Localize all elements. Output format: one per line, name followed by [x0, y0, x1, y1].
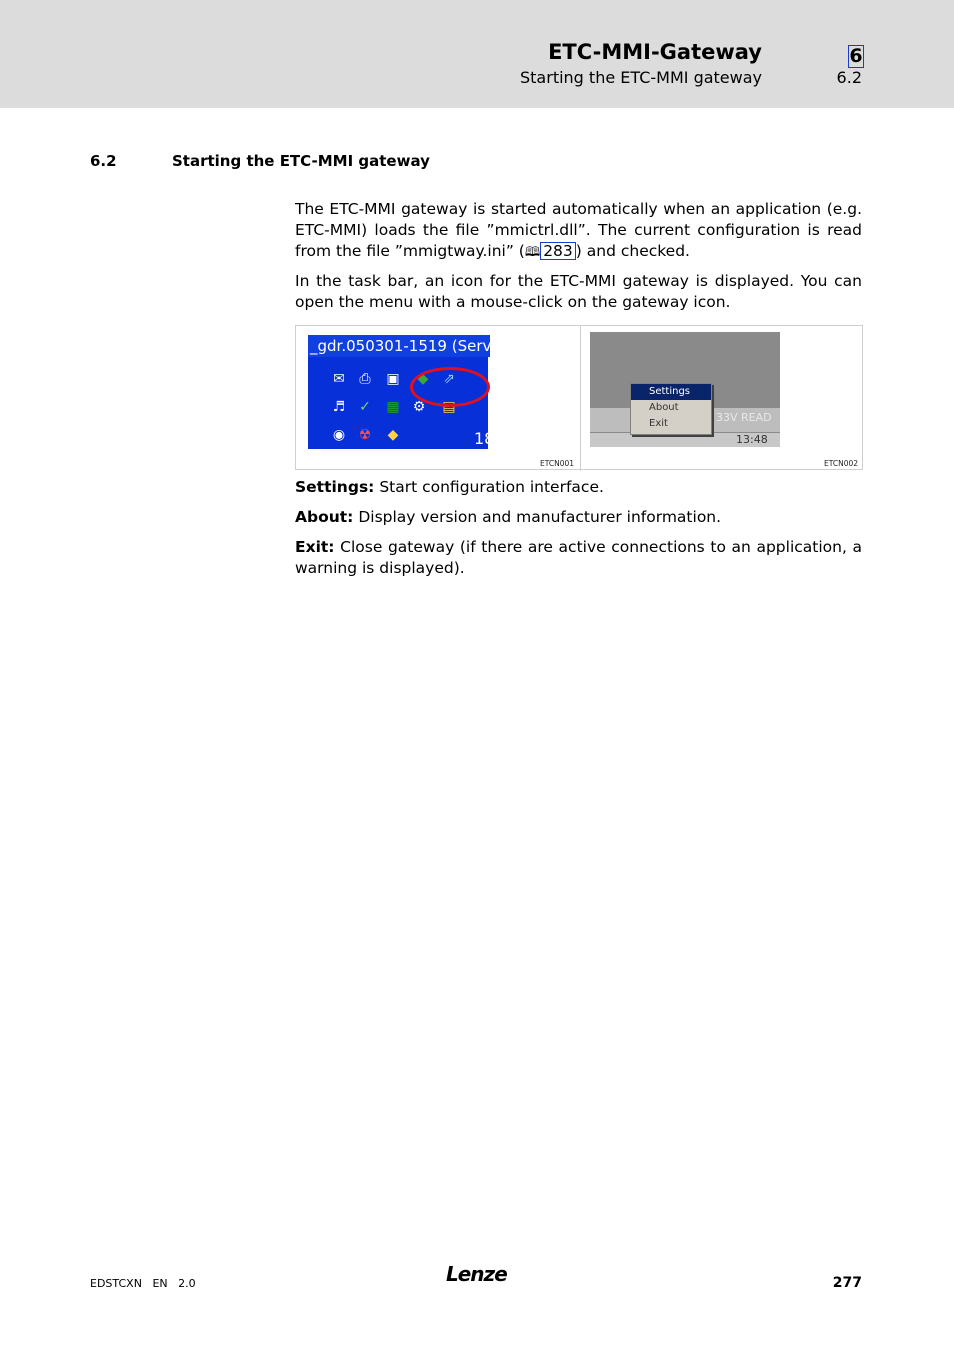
highlight-circle — [410, 367, 490, 407]
figure-2-caption: ETCN002 — [824, 459, 859, 468]
section-title: Starting the ETC-MMI gateway — [172, 152, 430, 170]
display-icon: ▤ — [442, 399, 456, 415]
mail-icon: ✉ — [333, 371, 345, 387]
footer-language: EN — [152, 1277, 168, 1290]
body-paragraph-1 — [295, 199, 862, 263]
speaker-icon: ♬ — [332, 399, 346, 415]
tray-window-title: _gdr.050301-1519 (Serv — [310, 337, 492, 355]
definition-text: Close gateway (if there are active connections to an application, a warning is displayed). — [295, 538, 862, 577]
definition-term: Exit: — [295, 538, 335, 556]
monitor-icon: ▣ — [386, 371, 400, 387]
context-menu — [630, 383, 712, 435]
tray-time-fragment: 18 — [474, 429, 495, 448]
para2-text: In the task bar, an icon for the ETC-MMI gateway is displayed. You can open the menu with a mouse-click on the gateway icon. — [295, 272, 862, 311]
figure-divider — [580, 326, 581, 471]
chapter-number-link[interactable]: 6 — [849, 45, 863, 67]
printer-icon: ⎙ — [359, 371, 371, 387]
menu-item-settings[interactable]: Settings — [631, 384, 711, 400]
definition-about — [295, 507, 862, 528]
definition-text: Start configuration interface. — [379, 478, 604, 496]
grid-icon: ▦ — [386, 399, 400, 415]
section-number: 6.2 — [90, 152, 117, 170]
header-band — [0, 0, 954, 108]
tray-screenshot — [308, 335, 495, 449]
lenze-logo: Lenze — [446, 1262, 507, 1286]
footer-doc-id: EDSTCXN — [90, 1277, 142, 1290]
menu-screenshot — [590, 332, 780, 447]
footer-doc-info — [90, 1277, 196, 1290]
network-icon: ◆ — [417, 371, 429, 387]
taskbar-clock: 13:48 — [736, 433, 768, 446]
book-icon: 🕮 — [524, 245, 541, 260]
definition-term: About: — [295, 508, 354, 526]
header-subtitle: Starting the ETC-MMI gateway — [520, 68, 762, 87]
header-section-number: 6.2 — [836, 68, 862, 87]
menu-item-about[interactable]: About — [649, 402, 679, 413]
figure-table — [295, 325, 863, 470]
globe-icon: ◉ — [332, 427, 346, 443]
page-ref-link[interactable]: 283 — [540, 242, 576, 260]
page-number: 277 — [832, 1275, 862, 1291]
stop-icon: ☢ — [358, 427, 372, 443]
para1-text-b: ) and checked. — [575, 242, 690, 260]
menu-item-exit[interactable]: Exit — [649, 418, 668, 429]
header-title: ETC-MMI-Gateway — [548, 40, 762, 64]
body-paragraph-2 — [295, 271, 862, 313]
footer-version: 2.0 — [178, 1277, 196, 1290]
shield-icon: ✓ — [359, 399, 371, 415]
plug-icon: ⚙ — [412, 399, 426, 415]
figure-1-caption: ETCN001 — [540, 459, 575, 468]
background-text: 33V READ — [716, 411, 772, 424]
gateway-icon[interactable]: ⇗ — [443, 371, 455, 387]
definition-exit — [295, 537, 862, 579]
key-icon: ◆ — [387, 427, 399, 443]
para1-text-a: The ETC-MMI gateway is started automatically when an application (e.g. ETC-MMI) loads the file ”mmictrl.dll”. The current configuration is read from the file ”mmigtway.ini” ( — [295, 200, 862, 260]
definition-settings — [295, 477, 862, 498]
definition-text: Display version and manufacturer information. — [358, 508, 722, 526]
definition-term: Settings: — [295, 478, 375, 496]
